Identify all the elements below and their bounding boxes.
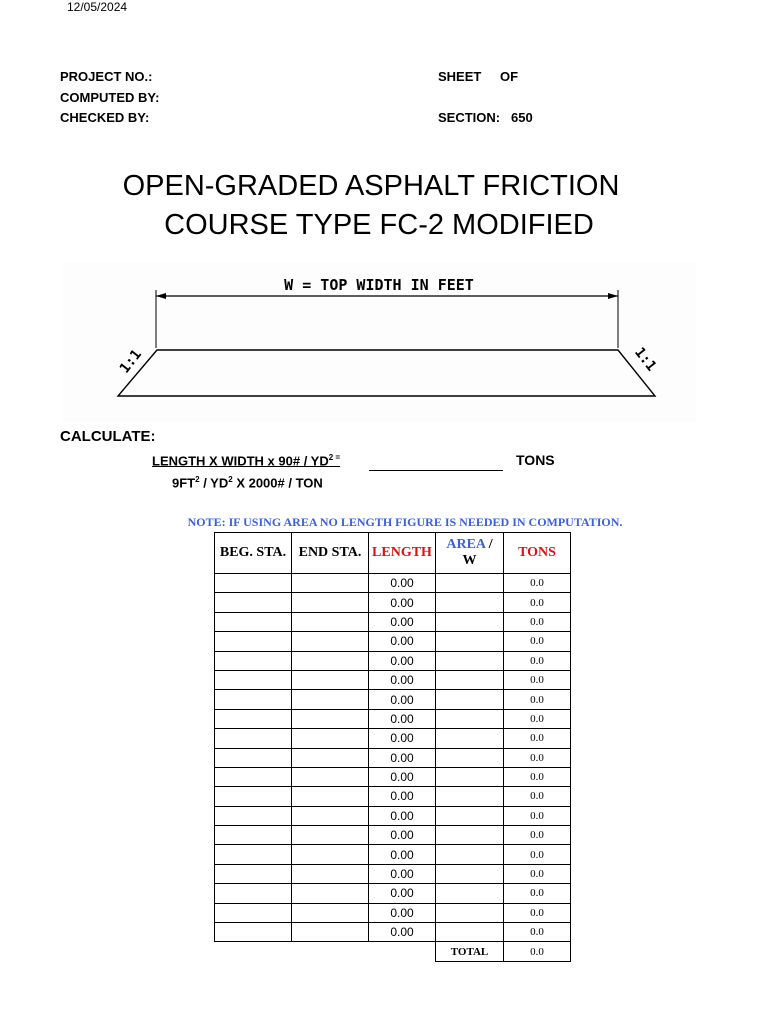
computation-table [214, 532, 571, 962]
header-beg-sta: BEG. STA. [215, 533, 292, 574]
beg-sta-cell[interactable] [215, 612, 292, 631]
header-length: LENGTH [369, 533, 436, 574]
area-cell[interactable] [436, 767, 504, 786]
beg-sta-cell[interactable] [215, 923, 292, 942]
tons-cell: 0.0 [504, 767, 571, 786]
end-sta-cell[interactable] [292, 826, 369, 845]
trapezoid-section [118, 350, 655, 396]
header-area-w [436, 533, 504, 574]
length-cell: 0.00 [369, 632, 436, 651]
beg-sta-cell[interactable] [215, 670, 292, 689]
denominator-text-c: X 2000# / TON [232, 475, 323, 491]
print-date: 12/05/2024 [67, 0, 128, 14]
beg-sta-cell[interactable] [215, 690, 292, 709]
tons-cell: 0.0 [504, 612, 571, 631]
beg-sta-cell[interactable] [215, 767, 292, 786]
end-sta-cell[interactable] [292, 651, 369, 670]
table-total-row [215, 942, 571, 961]
cross-section-diagram [62, 262, 696, 422]
beg-sta-cell[interactable] [215, 826, 292, 845]
tons-cell: 0.0 [504, 690, 571, 709]
end-sta-cell[interactable] [292, 729, 369, 748]
header-area-slash: / [485, 537, 493, 552]
length-cell: 0.00 [369, 806, 436, 825]
tons-cell: 0.0 [504, 903, 571, 922]
end-sta-cell[interactable] [292, 864, 369, 883]
total-value: 0.0 [504, 942, 571, 961]
end-sta-cell[interactable] [292, 845, 369, 864]
end-sta-cell[interactable] [292, 670, 369, 689]
denominator-sup-2: 2 [228, 475, 233, 484]
beg-sta-cell[interactable] [215, 845, 292, 864]
area-cell[interactable] [436, 748, 504, 767]
area-cell[interactable] [436, 787, 504, 806]
table-row [215, 612, 571, 631]
total-label: TOTAL [436, 942, 504, 961]
width-label: W = TOP WIDTH IN FEET [284, 276, 474, 294]
tons-cell: 0.0 [504, 670, 571, 689]
table-row [215, 767, 571, 786]
beg-sta-cell[interactable] [215, 651, 292, 670]
cross-section-svg [62, 262, 696, 422]
table-row [215, 903, 571, 922]
checked-by-label: CHECKED BY: [60, 110, 150, 125]
end-sta-cell[interactable] [292, 632, 369, 651]
tons-cell: 0.0 [504, 729, 571, 748]
table-row [215, 845, 571, 864]
area-cell[interactable] [436, 903, 504, 922]
table-row [215, 709, 571, 728]
right-slope-label: 1:1 [631, 344, 660, 375]
area-cell[interactable] [436, 826, 504, 845]
sheet-label: SHEET [438, 69, 482, 84]
tons-cell: 0.0 [504, 826, 571, 845]
tons-cell: 0.0 [504, 709, 571, 728]
area-cell[interactable] [436, 690, 504, 709]
computed-by-label: COMPUTED BY: [60, 90, 160, 105]
length-cell: 0.00 [369, 651, 436, 670]
end-sta-cell[interactable] [292, 767, 369, 786]
header-area: AREA [446, 537, 486, 552]
length-cell: 0.00 [369, 787, 436, 806]
header-w: W [462, 553, 477, 568]
beg-sta-cell[interactable] [215, 884, 292, 903]
tons-cell: 0.0 [504, 923, 571, 942]
total-blank-1 [215, 942, 292, 961]
length-cell: 0.00 [369, 612, 436, 631]
end-sta-cell[interactable] [292, 884, 369, 903]
beg-sta-cell[interactable] [215, 729, 292, 748]
calculate-label: CALCULATE: [60, 428, 156, 445]
table-row [215, 923, 571, 942]
beg-sta-cell[interactable] [215, 806, 292, 825]
title-line-2: COURSE TYPE FC-2 MODIFIED [164, 209, 594, 241]
project-no-label: PROJECT NO.: [60, 69, 153, 84]
length-cell: 0.00 [369, 864, 436, 883]
result-blank-line[interactable] [369, 470, 503, 471]
denominator-sup-1: 2 [195, 475, 200, 484]
area-cell[interactable] [436, 806, 504, 825]
left-slope-label: 1:1 [116, 346, 145, 377]
tons-cell: 0.0 [504, 748, 571, 767]
area-cell[interactable] [436, 670, 504, 689]
beg-sta-cell[interactable] [215, 748, 292, 767]
total-blank-2 [292, 942, 369, 961]
formula-denominator [172, 475, 323, 490]
beg-sta-cell[interactable] [215, 574, 292, 593]
beg-sta-cell[interactable] [215, 593, 292, 612]
end-sta-cell[interactable] [292, 690, 369, 709]
table-row [215, 787, 571, 806]
length-cell: 0.00 [369, 845, 436, 864]
tons-cell: 0.0 [504, 787, 571, 806]
end-sta-cell[interactable] [292, 593, 369, 612]
beg-sta-cell[interactable] [215, 632, 292, 651]
area-note: NOTE: IF USING AREA NO LENGTH FIGURE IS NEEDED IN COMPUTATION. [187, 515, 623, 529]
end-sta-cell[interactable] [292, 612, 369, 631]
arrow-left-icon [156, 293, 166, 299]
table-row [215, 574, 571, 593]
table-row [215, 632, 571, 651]
end-sta-cell[interactable] [292, 787, 369, 806]
table-header-row [215, 533, 571, 574]
area-cell[interactable] [436, 593, 504, 612]
numerator-text: LENGTH X WIDTH x 90# / YD [152, 453, 329, 469]
end-sta-cell[interactable] [292, 748, 369, 767]
section-value: 650 [511, 110, 533, 125]
area-cell[interactable] [436, 864, 504, 883]
tons-cell: 0.0 [504, 864, 571, 883]
area-cell[interactable] [436, 923, 504, 942]
area-cell[interactable] [436, 632, 504, 651]
tons-cell: 0.0 [504, 574, 571, 593]
table-row [215, 729, 571, 748]
length-cell: 0.00 [369, 826, 436, 845]
area-cell[interactable] [436, 612, 504, 631]
length-cell: 0.00 [369, 574, 436, 593]
arrow-right-icon [608, 293, 618, 299]
length-cell: 0.00 [369, 748, 436, 767]
total-blank-3 [369, 942, 436, 961]
table-row [215, 651, 571, 670]
table-row [215, 884, 571, 903]
end-sta-cell[interactable] [292, 709, 369, 728]
beg-sta-cell[interactable] [215, 709, 292, 728]
length-cell: 0.00 [369, 729, 436, 748]
area-cell[interactable] [436, 729, 504, 748]
formula-numerator [152, 453, 340, 468]
end-sta-cell[interactable] [292, 923, 369, 942]
of-label: OF [500, 69, 519, 84]
table-row [215, 670, 571, 689]
table-row [215, 748, 571, 767]
table-row [215, 593, 571, 612]
area-cell[interactable] [436, 574, 504, 593]
table-row [215, 806, 571, 825]
table-row [215, 826, 571, 845]
beg-sta-cell[interactable] [215, 864, 292, 883]
tons-cell: 0.0 [504, 593, 571, 612]
end-sta-cell[interactable] [292, 903, 369, 922]
area-cell[interactable] [436, 709, 504, 728]
denominator-text-b: / YD [199, 475, 229, 491]
beg-sta-cell[interactable] [215, 903, 292, 922]
length-cell: 0.00 [369, 709, 436, 728]
header-end-sta: END STA. [292, 533, 369, 574]
table-row [215, 690, 571, 709]
numerator-sup: 2 = [328, 453, 341, 462]
title-line-1: OPEN-GRADED ASPHALT FRICTION [122, 170, 620, 202]
result-unit: TONS [516, 452, 555, 468]
length-cell: 0.00 [369, 593, 436, 612]
length-cell: 0.00 [369, 923, 436, 942]
section-label: SECTION: [438, 110, 501, 125]
area-cell[interactable] [436, 884, 504, 903]
end-sta-cell[interactable] [292, 806, 369, 825]
beg-sta-cell[interactable] [215, 787, 292, 806]
length-cell: 0.00 [369, 670, 436, 689]
denominator-text-a: 9FT [172, 475, 196, 491]
tons-cell: 0.0 [504, 845, 571, 864]
area-cell[interactable] [436, 845, 504, 864]
length-cell: 0.00 [369, 690, 436, 709]
length-cell: 0.00 [369, 767, 436, 786]
tons-cell: 0.0 [504, 884, 571, 903]
length-cell: 0.00 [369, 884, 436, 903]
area-cell[interactable] [436, 651, 504, 670]
tons-cell: 0.0 [504, 806, 571, 825]
table-row [215, 864, 571, 883]
length-cell: 0.00 [369, 903, 436, 922]
end-sta-cell[interactable] [292, 574, 369, 593]
tons-cell: 0.0 [504, 651, 571, 670]
header-tons: TONS [504, 533, 571, 574]
tons-cell: 0.0 [504, 632, 571, 651]
